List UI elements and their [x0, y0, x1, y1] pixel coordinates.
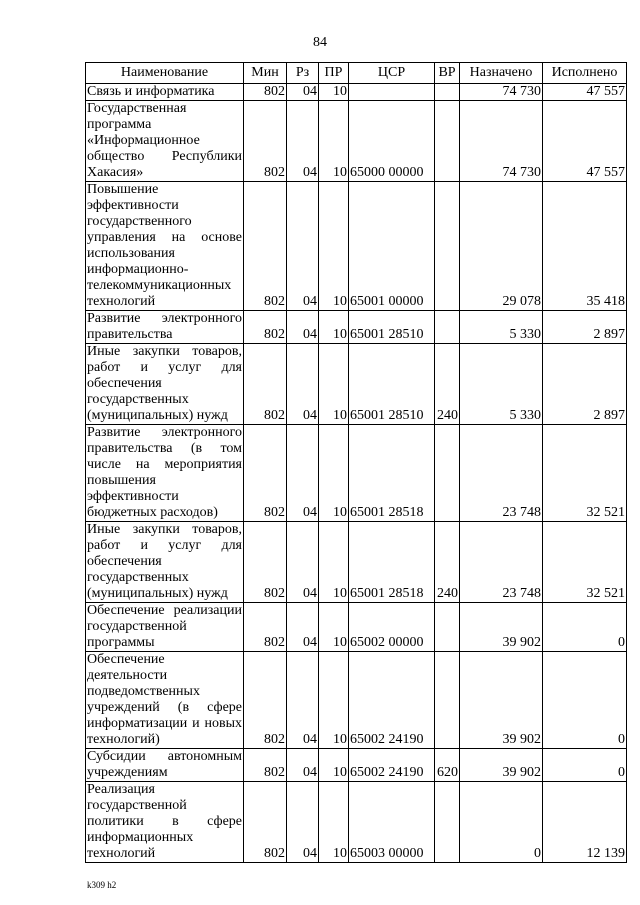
cell-name: Иные закупки товаров, работ и услуг для обеспечения государственных (муниципальных) нужд [87, 522, 242, 601]
cell-executed: 0 [543, 603, 627, 652]
table-row [86, 782, 627, 863]
cell-pr: 10 [319, 652, 349, 749]
cell-executed: 2 897 [543, 311, 627, 344]
cell-csr: 65000 00000 [349, 101, 435, 182]
table-header-row [86, 63, 627, 84]
cell-vr [435, 425, 460, 522]
cell-rz: 04 [287, 425, 319, 522]
cell-rz: 04 [287, 652, 319, 749]
cell-min: 802 [244, 652, 287, 749]
cell-min: 802 [244, 749, 287, 782]
cell-vr [435, 652, 460, 749]
cell-pr: 10 [319, 311, 349, 344]
table-row [86, 522, 627, 603]
cell-min: 802 [244, 182, 287, 311]
cell-csr: 65001 28510 [349, 344, 435, 425]
header-pr: ПР [319, 63, 349, 84]
cell-assigned: 5 330 [460, 344, 543, 425]
cell-executed: 12 139 [543, 782, 627, 863]
header-csr: ЦСР [349, 63, 435, 84]
cell-executed: 32 521 [543, 425, 627, 522]
cell-rz: 04 [287, 101, 319, 182]
cell-min: 802 [244, 425, 287, 522]
cell-pr: 10 [319, 182, 349, 311]
cell-csr: 65001 00000 [349, 182, 435, 311]
cell-rz: 04 [287, 344, 319, 425]
cell-pr: 10 [319, 84, 349, 101]
header-assigned: Назначено [460, 63, 543, 84]
cell-pr: 10 [319, 425, 349, 522]
cell-min: 802 [244, 782, 287, 863]
cell-vr: 620 [435, 749, 460, 782]
cell-min: 802 [244, 101, 287, 182]
cell-min: 802 [244, 603, 287, 652]
cell-name: Государственная программа «Информационное общество Республики Хакасия» [87, 101, 242, 180]
cell-rz: 04 [287, 749, 319, 782]
cell-name: Связь и информатика [86, 84, 244, 101]
cell-name: Развитие электронного правительства (в том числе на мероприятия повышения эффективности бюджетных расходов) [87, 425, 242, 520]
table-body [86, 84, 627, 863]
cell-min: 802 [244, 344, 287, 425]
cell-executed: 0 [543, 749, 627, 782]
cell-executed: 0 [543, 652, 627, 749]
cell-assigned: 74 730 [460, 84, 543, 101]
cell-assigned: 23 748 [460, 425, 543, 522]
table-row [86, 182, 627, 311]
page-number: 84 [313, 35, 327, 50]
cell-rz: 04 [287, 782, 319, 863]
cell-rz: 04 [287, 603, 319, 652]
cell-pr: 10 [319, 344, 349, 425]
cell-csr: 65001 28510 [349, 311, 435, 344]
table-row [86, 344, 627, 425]
cell-pr: 10 [319, 749, 349, 782]
cell-csr: 65001 28518 [349, 425, 435, 522]
table-row [86, 101, 627, 182]
cell-csr: 65002 24190 [349, 652, 435, 749]
cell-pr: 10 [319, 522, 349, 603]
cell-rz: 04 [287, 522, 319, 603]
cell-assigned: 23 748 [460, 522, 543, 603]
header-executed: Исполнено [543, 63, 627, 84]
cell-vr [435, 101, 460, 182]
cell-rz: 04 [287, 182, 319, 311]
budget-table [85, 62, 627, 863]
cell-csr [349, 84, 435, 101]
cell-rz: 04 [287, 84, 319, 101]
cell-rz: 04 [287, 311, 319, 344]
cell-executed: 35 418 [543, 182, 627, 311]
cell-csr: 65001 28518 [349, 522, 435, 603]
cell-pr: 10 [319, 101, 349, 182]
cell-vr [435, 782, 460, 863]
cell-csr: 65002 24190 [349, 749, 435, 782]
table-row [86, 84, 627, 101]
cell-vr [435, 182, 460, 311]
cell-executed: 47 557 [543, 101, 627, 182]
cell-vr [435, 84, 460, 101]
cell-assigned: 39 902 [460, 603, 543, 652]
cell-csr: 65002 00000 [349, 603, 435, 652]
table-row [86, 652, 627, 749]
header-name: Наименование [86, 63, 244, 84]
cell-assigned: 74 730 [460, 101, 543, 182]
cell-csr: 65003 00000 [349, 782, 435, 863]
cell-min: 802 [244, 522, 287, 603]
cell-assigned: 39 902 [460, 749, 543, 782]
cell-assigned: 39 902 [460, 652, 543, 749]
cell-vr: 240 [435, 344, 460, 425]
footer-code: k309 h2 [87, 880, 117, 890]
cell-assigned: 0 [460, 782, 543, 863]
cell-pr: 10 [319, 603, 349, 652]
header-rz: Рз [287, 63, 319, 84]
table-row [86, 749, 627, 782]
cell-executed: 2 897 [543, 344, 627, 425]
cell-vr: 240 [435, 522, 460, 603]
cell-name: Субсидии автономным учреждениям [87, 749, 242, 780]
cell-min: 802 [244, 311, 287, 344]
cell-vr [435, 603, 460, 652]
cell-name: Реализация государственной политики в сфере информационных технологий [87, 782, 242, 861]
table-row [86, 603, 627, 652]
cell-min: 802 [244, 84, 287, 101]
cell-assigned: 29 078 [460, 182, 543, 311]
header-min: Мин [244, 63, 287, 84]
cell-name: Иные закупки товаров, работ и услуг для обеспечения государственных (муниципальных) нужд [87, 344, 242, 423]
table-row [86, 425, 627, 522]
table-row [86, 311, 627, 344]
cell-vr [435, 311, 460, 344]
header-vr: ВР [435, 63, 460, 84]
cell-name: Повышение эффективности государственного управления на основе использования информационно-телекоммуникационных технологий [87, 182, 242, 309]
cell-name: Обеспечение деятельности подведомственных учреждений (в сфере информатизации и новых технологий) [87, 652, 242, 747]
cell-name: Развитие электронного правительства [87, 311, 242, 342]
cell-assigned: 5 330 [460, 311, 543, 344]
cell-name: Обеспечение реализации государственной программы [87, 603, 242, 650]
cell-executed: 32 521 [543, 522, 627, 603]
cell-executed: 47 557 [543, 84, 627, 101]
cell-pr: 10 [319, 782, 349, 863]
